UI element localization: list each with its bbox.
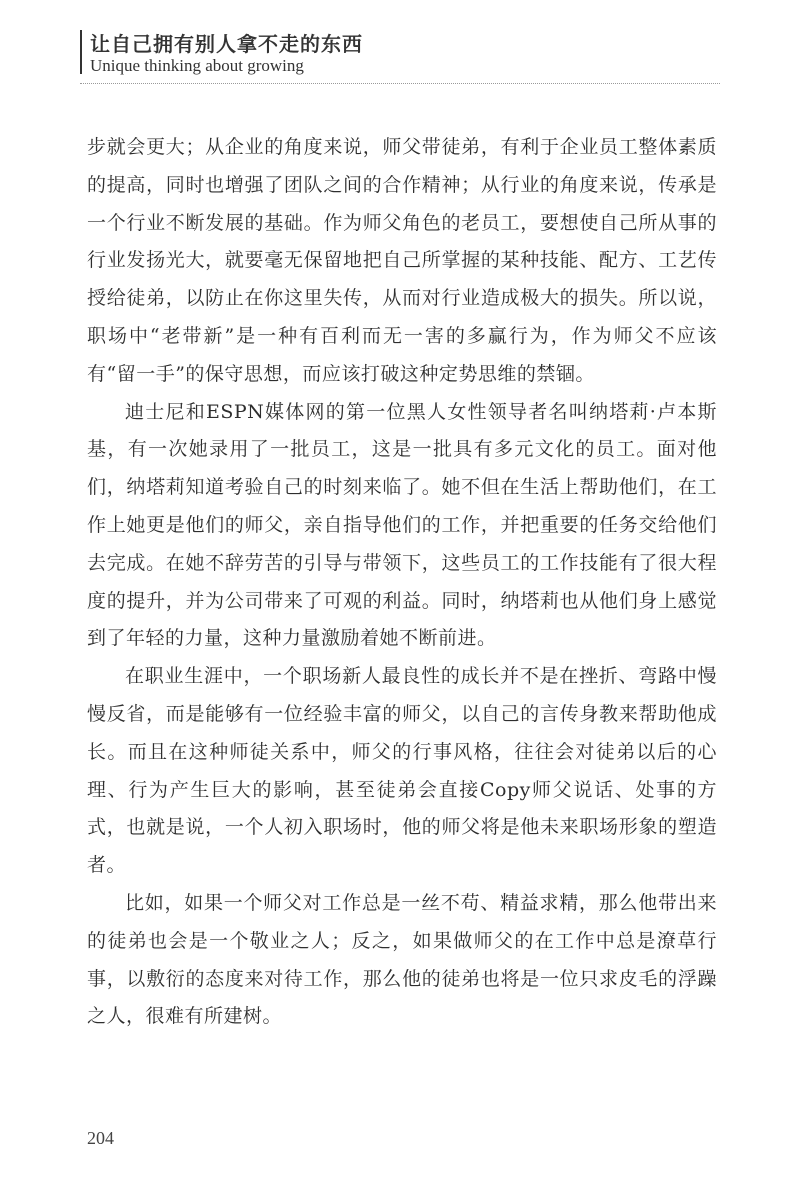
paragraph-continued: 步就会更大；从企业的角度来说，师父带徒弟，有利于企业员工整体素质的提高，同时也增强了团队之间的合作精神；从行业的角度来说，传承是一个行业不断发展的基础。作为师父角色的老员工，要想使自己所从事的行业发扬光大，就要毫无保留地把自己所掌握的某种技能、配方、工艺传授给徒弟，以防止在你这里失传，从而对行业造成极大的损失。所以说，职场中“老带新”是一种有百利而无一害的多赢行为，作为师父不应该有“留一手”的保守思想，而应该打破这种定势思维的禁锢。 [87,136,717,385]
page-number: 204 [87,1128,114,1148]
paragraph: 比如，如果一个师父对工作总是一丝不苟、精益求精，那么他带出来的徒弟也会是一个敬业之人；反之，如果做师父的在工作中总是潦草行事，以敷衍的态度来对待工作，那么他的徒弟也将是一位只求皮毛的浮躁之人，很难有所建树。 [87,891,717,1028]
header-vertical-rule [80,30,82,74]
paragraph: 在职业生涯中，一个职场新人最良性的成长并不是在挫折、弯路中慢慢反省，而是能够有一位经验丰富的师父，以自己的言传身教来帮助他成长。而且在这种师徒关系中，师父的行事风格，往往会对徒弟以后的心理、行为产生巨大的影响，甚至徒弟会直接Copy师父说话、处事的方式，也就是说，一个人初入职场时，他的师父将是他未来职场形象的塑造者。 [87,665,717,877]
paragraph: 迪士尼和ESPN媒体网的第一位黑人女性领导者名叫纳塔莉·卢本斯基，有一次她录用了一批员工，这是一批具有多元文化的员工。面对他们，纳塔莉知道考验自己的时刻来临了。她不但在生活上帮助他们，在工作上她更是他们的师父，亲自指导他们的工作，并把重要的任务交给他们去完成。在她不辞劳苦的引导与带领下，这些员工的工作技能有了很大程度的提升，并为公司带来了可观的利益。同时，纳塔莉也从他们身上感觉到了年轻的力量，这种力量激励着她不断前进。 [87,400,717,650]
book-subtitle: Unique thinking about growing [90,56,304,75]
running-header [80,20,720,84]
header-dotted-divider [80,83,720,84]
book-title: 让自己拥有别人拿不走的东西 [90,32,363,56]
page-body [87,129,717,1036]
